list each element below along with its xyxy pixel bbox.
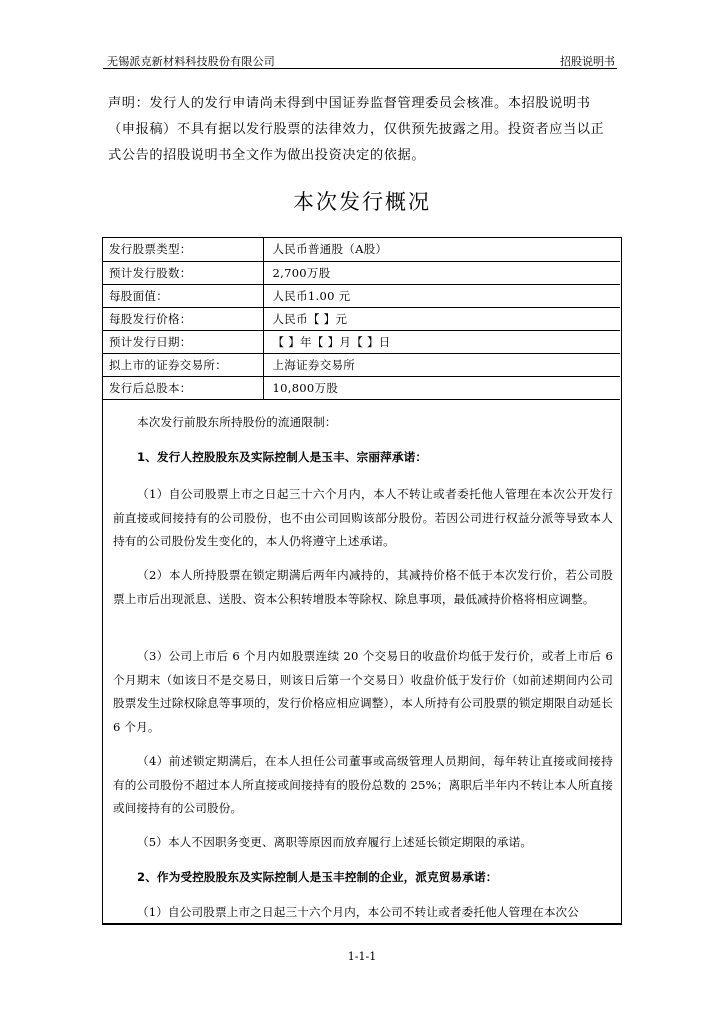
row-value: 2,700万股 [263, 261, 620, 284]
section-2-heading: 2、作为受控股股东及实际控制人是玉丰控制的企业，派克贸易承诺： [137, 870, 498, 884]
table-row [103, 261, 620, 284]
table-row [103, 353, 620, 376]
row-label: 预计发行股数： [103, 261, 263, 284]
section-1-item-5: （5）本人不因职务变更、离职等原因而放弃履行上述延长锁定期限的承诺。 [137, 835, 533, 849]
lockup-intro: 本次发行前股东所持股份的流通限制： [137, 415, 337, 429]
page-header [103, 50, 617, 70]
row-label: 发行股票类型： [103, 238, 263, 261]
header-company-name: 无锡派克新材料科技股份有限公司 [107, 55, 275, 68]
row-label: 拟上市的证券交易所： [103, 353, 263, 376]
table-row [103, 376, 620, 399]
row-value: 人民币【 】元 [263, 307, 620, 330]
section-1-item-1: （1）自公司股票上市之日起三十六个月内，本人不转让或者委托他人管理在本次公开发行前直接或间接持有的公司股份，也不由公司回购该部分股份。若因公司进行权益分派等导致本人持有的公司股份发生变化的，本人仍将遵守上述承诺。 [113, 487, 613, 548]
offering-table [103, 238, 620, 400]
section-2-item-1: （1）自公司股票上市之日起三十六个月内，本公司不转让或者委托他人管理在本次公 [137, 905, 580, 919]
table-row [103, 330, 620, 353]
row-label: 每股面值： [103, 284, 263, 307]
offering-overview-box [102, 237, 622, 925]
row-value: 【 】年【 】月【 】日 [263, 330, 620, 353]
row-value: 人民币普通股（A股） [263, 238, 620, 261]
table-row [103, 307, 620, 330]
row-value: 10,800万股 [263, 376, 620, 399]
header-document-type: 招股说明书 [560, 55, 615, 68]
table-row [103, 238, 620, 261]
header-rule [103, 68, 617, 69]
section-1-item-3: （3）公司上市后 6 个月内如股票连续 20 个交易日的收盘价均低于发行价，或者上市后 6 个月期末（如该日不是交易日，则该日后第一个交易日）收盘价低于发行价（如前述期间内公司股票发生过除权除息等事项的，发行价格应相应调整），本人所持有公司股票的锁定期限自动延长 6 个月。 [113, 649, 613, 734]
section-1-item-2: （2）本人所持股票在锁定期满后两年内减持的，其减持价格不低于本次发行价，若公司股票上市后出现派息、送股、资本公积转增股本等除权、除息事项，最低减持价格将相应调整。 [113, 568, 613, 606]
row-label: 预计发行日期： [103, 330, 263, 353]
document-title: 本次发行概况 [293, 190, 431, 214]
row-label: 发行后总股本： [103, 376, 263, 399]
section-1-item-4: （4）前述锁定期满后，在本人担任公司董事或高级管理人员期间，每年转让直接或间接持有的公司股份不超过本人所直接或间接持有的股份总数的 25%；离职后半年内不转让本人所直接或间接持有的公司股份。 [113, 754, 613, 815]
disclaimer-statement: 声明：发行人的发行申请尚未得到中国证券监督管理委员会核准。本招股说明书（申报稿）不具有据以发行股票的法律效力，仅供预先披露之用。投资者应当以正式公告的招股说明书全文作为做出投资决定的依据。 [108, 96, 605, 163]
page-number: 1-1-1 [347, 950, 377, 963]
row-value: 上海证券交易所 [263, 353, 620, 376]
section-1-heading: 1、发行人控股股东及实际控制人是玉丰、宗丽萍承诺： [137, 450, 428, 464]
row-value: 人民币1.00 元 [263, 284, 620, 307]
row-label: 每股发行价格： [103, 307, 263, 330]
table-row [103, 284, 620, 307]
